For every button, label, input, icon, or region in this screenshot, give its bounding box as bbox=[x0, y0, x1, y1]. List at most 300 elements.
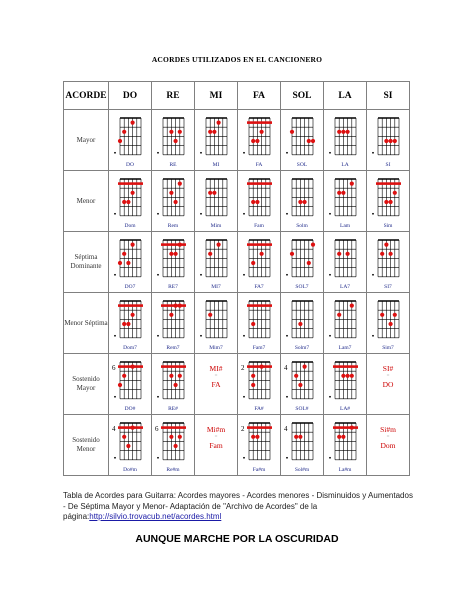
finger-dot bbox=[169, 130, 173, 134]
string-marker-dot bbox=[157, 457, 159, 459]
chord-diagram bbox=[109, 171, 151, 231]
string-marker-dot bbox=[114, 457, 116, 459]
chord-row bbox=[64, 354, 410, 415]
chord-name: SOL# bbox=[295, 406, 309, 412]
finger-dot bbox=[294, 435, 298, 439]
finger-dot bbox=[341, 130, 345, 134]
chord-cell-re-sharpm bbox=[152, 415, 195, 476]
chord-cell-do-sharp bbox=[109, 354, 152, 415]
chord-diagram bbox=[324, 171, 366, 231]
chord-diagram bbox=[238, 171, 280, 231]
string-marker-dot bbox=[329, 274, 331, 276]
finger-dot bbox=[208, 313, 212, 317]
chord-diagram bbox=[281, 110, 323, 170]
string-marker-dot bbox=[286, 152, 288, 154]
fretboard-grid bbox=[292, 118, 313, 155]
chord-diagram bbox=[152, 171, 194, 231]
chord-cell-si7 bbox=[367, 232, 410, 293]
finger-dot bbox=[341, 374, 345, 378]
row-header-mayor: Mayor bbox=[64, 110, 109, 171]
equivalent-from: SI# bbox=[382, 364, 394, 373]
barre-bar bbox=[161, 243, 186, 246]
barre-bar bbox=[161, 426, 186, 429]
finger-dot bbox=[251, 200, 255, 204]
finger-dot bbox=[118, 383, 122, 387]
chord-cell-mi bbox=[195, 110, 238, 171]
chord-diagram bbox=[324, 354, 366, 414]
fretboard-grid bbox=[206, 118, 227, 155]
finger-dot bbox=[298, 383, 302, 387]
finger-dot bbox=[260, 130, 264, 134]
chord-name: Mim7 bbox=[209, 345, 223, 351]
column-header-sol: SOL bbox=[281, 82, 324, 110]
finger-dot bbox=[251, 435, 255, 439]
string-marker-dot bbox=[243, 457, 245, 459]
string-marker-dot bbox=[114, 396, 116, 398]
fretboard-grid bbox=[120, 240, 141, 277]
finger-dot bbox=[311, 243, 315, 247]
column-header-mi: MI bbox=[195, 82, 238, 110]
finger-dot bbox=[131, 365, 135, 369]
finger-dot bbox=[122, 130, 126, 134]
chord-name: SOL7 bbox=[295, 284, 309, 290]
chord-diagram bbox=[152, 293, 194, 353]
column-header-do: DO bbox=[109, 82, 152, 110]
chord-diagram bbox=[281, 354, 323, 414]
chord-diagram bbox=[195, 171, 237, 231]
chord-row bbox=[64, 171, 410, 232]
equivalent-to: FA bbox=[211, 380, 221, 389]
string-marker-dot bbox=[286, 335, 288, 337]
chord-diagram bbox=[238, 232, 280, 292]
finger-dot bbox=[178, 243, 182, 247]
finger-dot bbox=[174, 139, 178, 143]
fretboard-grid bbox=[292, 179, 313, 216]
chord-row bbox=[64, 415, 410, 476]
chord-name: Sim7 bbox=[382, 345, 394, 351]
finger-dot bbox=[126, 322, 130, 326]
finger-dot bbox=[208, 252, 212, 256]
finger-dot bbox=[350, 182, 354, 186]
chord-cell-re-sharp bbox=[152, 354, 195, 415]
finger-dot bbox=[260, 365, 264, 369]
finger-dot bbox=[389, 139, 393, 143]
chord-cell-re bbox=[152, 110, 195, 171]
chord-name: Fa#m bbox=[252, 467, 266, 473]
finger-dot bbox=[178, 374, 182, 378]
fretboard-grid bbox=[206, 179, 227, 216]
chord-table bbox=[63, 81, 410, 476]
chord-diagram bbox=[109, 110, 151, 170]
finger-dot bbox=[393, 139, 397, 143]
finger-dot bbox=[389, 200, 393, 204]
finger-dot bbox=[350, 304, 354, 308]
equivalent-from: Si#m bbox=[380, 425, 396, 434]
finger-dot bbox=[126, 200, 130, 204]
chord-diagram bbox=[281, 415, 323, 475]
chord-diagram bbox=[324, 110, 366, 170]
chord-diagram bbox=[152, 110, 194, 170]
chord-cell-do bbox=[109, 110, 152, 171]
chord-diagram bbox=[367, 232, 409, 292]
fretboard-grid bbox=[163, 118, 184, 155]
string-marker-dot bbox=[114, 274, 116, 276]
source-link[interactable]: http://silvio.trovacub.net/acordes.html bbox=[89, 512, 222, 521]
finger-dot bbox=[350, 426, 354, 430]
string-marker-dot bbox=[243, 335, 245, 337]
finger-dot bbox=[384, 139, 388, 143]
chord-name: Lam bbox=[339, 223, 351, 229]
string-marker-dot bbox=[286, 213, 288, 215]
row-header-menor-septima: Menor Séptima bbox=[64, 293, 109, 354]
header-row bbox=[64, 82, 410, 110]
chord-name: LA bbox=[341, 162, 349, 168]
finger-dot bbox=[260, 252, 264, 256]
equivalent-chord-note bbox=[367, 415, 410, 476]
chord-name: Rem bbox=[167, 223, 179, 229]
string-marker-dot bbox=[329, 457, 331, 459]
chord-cell-re7 bbox=[152, 232, 195, 293]
finger-dot bbox=[311, 139, 315, 143]
finger-dot bbox=[131, 313, 135, 317]
fret-number: 6 bbox=[112, 363, 116, 372]
finger-dot bbox=[126, 444, 130, 448]
chord-name: Solm7 bbox=[294, 345, 310, 351]
finger-dot bbox=[131, 191, 135, 195]
finger-dot bbox=[255, 200, 259, 204]
chord-diagram bbox=[152, 415, 194, 475]
chord-table-body bbox=[64, 110, 410, 476]
finger-dot bbox=[298, 322, 302, 326]
string-marker-dot bbox=[329, 152, 331, 154]
chord-name: Sol#m bbox=[294, 467, 310, 473]
page-title: ACORDES UTILIZADOS EN EL CANCIONERO bbox=[151, 55, 323, 64]
string-marker-dot bbox=[243, 396, 245, 398]
barre-bar bbox=[376, 182, 401, 185]
chord-name: MI7 bbox=[211, 284, 221, 290]
string-marker-dot bbox=[372, 274, 374, 276]
finger-dot bbox=[393, 313, 397, 317]
chord-diagram bbox=[324, 293, 366, 353]
chord-diagram bbox=[281, 232, 323, 292]
finger-dot bbox=[251, 322, 255, 326]
fretboard-grid bbox=[335, 118, 356, 155]
chord-diagram bbox=[238, 354, 280, 414]
finger-dot bbox=[303, 365, 307, 369]
chord-cell-mi7 bbox=[195, 232, 238, 293]
finger-dot bbox=[208, 191, 212, 195]
chord-diagram bbox=[367, 293, 409, 353]
barre-bar bbox=[333, 365, 358, 368]
chord-cell-fa bbox=[238, 110, 281, 171]
equals-sign: = bbox=[214, 435, 218, 440]
string-marker-dot bbox=[200, 213, 202, 215]
finger-dot bbox=[298, 200, 302, 204]
chord-cell-sol7 bbox=[281, 232, 324, 293]
fret-number: 4 bbox=[284, 363, 288, 372]
chord-cell-rem bbox=[152, 171, 195, 232]
chord-cell-fam7 bbox=[238, 293, 281, 354]
string-marker-dot bbox=[200, 152, 202, 154]
fretboard-grid bbox=[292, 423, 313, 460]
chord-diagram bbox=[109, 415, 151, 475]
chord-cell-do7 bbox=[109, 232, 152, 293]
chord-name: Solm bbox=[296, 223, 308, 229]
finger-dot bbox=[389, 322, 393, 326]
string-marker-dot bbox=[286, 457, 288, 459]
equivalent-chord-note bbox=[367, 354, 410, 415]
string-marker-dot bbox=[114, 152, 116, 154]
finger-dot bbox=[307, 261, 311, 265]
barre-bar bbox=[118, 182, 143, 185]
chord-diagram bbox=[109, 232, 151, 292]
chord-cell-la bbox=[324, 110, 367, 171]
chord-cell-sol bbox=[281, 110, 324, 171]
fretboard-grid bbox=[206, 301, 227, 338]
caption-text: Tabla de Acordes para Guitarra: Acordes mayores - Acordes menores - Disminuidos y Aumentados - De Séptima Mayor y Menor- Adaptación de "Archivo de Acordes" de la página: bbox=[63, 491, 413, 521]
finger-dot bbox=[346, 252, 350, 256]
fretboard-grid bbox=[292, 240, 313, 277]
chord-diagram bbox=[281, 293, 323, 353]
equivalent-to: Dom bbox=[380, 441, 396, 450]
equivalent-note bbox=[367, 364, 409, 390]
chord-cell-mim7 bbox=[195, 293, 238, 354]
finger-dot bbox=[384, 200, 388, 204]
finger-dot bbox=[303, 200, 307, 204]
finger-dot bbox=[255, 139, 259, 143]
chord-name: RE bbox=[169, 162, 177, 168]
finger-dot bbox=[178, 435, 182, 439]
equivalent-note bbox=[367, 425, 409, 451]
finger-dot bbox=[118, 261, 122, 265]
string-marker-dot bbox=[157, 152, 159, 154]
finger-dot bbox=[178, 304, 182, 308]
equivalent-from: Mi#m bbox=[206, 425, 226, 434]
string-marker-dot bbox=[286, 274, 288, 276]
equals-sign: = bbox=[214, 374, 218, 379]
finger-dot bbox=[122, 374, 126, 378]
equivalent-to: Fam bbox=[209, 441, 223, 450]
chord-name: RE# bbox=[168, 406, 178, 412]
finger-dot bbox=[174, 252, 178, 256]
chord-diagram bbox=[152, 354, 194, 414]
finger-dot bbox=[178, 130, 182, 134]
chord-name: DO bbox=[126, 162, 134, 168]
fretboard-grid bbox=[335, 240, 356, 277]
finger-dot bbox=[290, 252, 294, 256]
string-marker-dot bbox=[286, 396, 288, 398]
finger-dot bbox=[346, 130, 350, 134]
chord-cell-sol-sharp bbox=[281, 354, 324, 415]
chord-diagram bbox=[152, 232, 194, 292]
finger-dot bbox=[337, 191, 341, 195]
chord-name: Fam bbox=[254, 223, 264, 229]
finger-dot bbox=[212, 130, 216, 134]
finger-dot bbox=[131, 426, 135, 430]
barre-bar bbox=[333, 426, 358, 429]
finger-dot bbox=[212, 191, 216, 195]
chord-cell-solm bbox=[281, 171, 324, 232]
chord-diagram bbox=[367, 171, 409, 231]
row-header-menor: Menor bbox=[64, 171, 109, 232]
fretboard-grid bbox=[378, 240, 399, 277]
fretboard-grid bbox=[292, 362, 313, 399]
chord-cell-si bbox=[367, 110, 410, 171]
chord-diagram bbox=[324, 415, 366, 475]
string-marker-dot bbox=[157, 213, 159, 215]
string-marker-dot bbox=[200, 335, 202, 337]
chord-cell-lam bbox=[324, 171, 367, 232]
barre-bar bbox=[118, 304, 143, 307]
finger-dot bbox=[169, 191, 173, 195]
fret-number: 6 bbox=[155, 424, 159, 433]
chord-diagram bbox=[238, 415, 280, 475]
finger-dot bbox=[337, 130, 341, 134]
chord-name: Dom7 bbox=[123, 345, 137, 351]
chord-name: Sim bbox=[383, 223, 393, 229]
chord-cell-fa-sharp bbox=[238, 354, 281, 415]
finger-dot bbox=[290, 130, 294, 134]
chord-name: RE7 bbox=[168, 284, 178, 290]
finger-dot bbox=[384, 243, 388, 247]
barre-bar bbox=[247, 426, 272, 429]
chord-cell-dom7 bbox=[109, 293, 152, 354]
chord-name: Re#m bbox=[166, 467, 180, 473]
chord-cell-la-sharpm bbox=[324, 415, 367, 476]
finger-dot bbox=[346, 374, 350, 378]
chord-name: La#m bbox=[338, 467, 352, 473]
chord-cell-mim bbox=[195, 171, 238, 232]
barre-bar bbox=[247, 121, 272, 124]
chord-cell-sim bbox=[367, 171, 410, 232]
chord-diagram bbox=[324, 232, 366, 292]
column-header-si: SI bbox=[367, 82, 410, 110]
string-marker-dot bbox=[329, 335, 331, 337]
chord-diagram bbox=[109, 293, 151, 353]
column-header-fa: FA bbox=[238, 82, 281, 110]
equals-sign: = bbox=[386, 435, 390, 440]
string-marker-dot bbox=[157, 274, 159, 276]
finger-dot bbox=[251, 374, 255, 378]
chord-name: SOL bbox=[296, 162, 308, 168]
chord-name: MI bbox=[212, 162, 220, 168]
equals-sign: = bbox=[386, 374, 390, 379]
finger-dot bbox=[217, 243, 221, 247]
column-header-la: LA bbox=[324, 82, 367, 110]
chord-diagram bbox=[238, 293, 280, 353]
chord-name: FA# bbox=[254, 406, 264, 412]
string-marker-dot bbox=[372, 152, 374, 154]
finger-dot bbox=[169, 252, 173, 256]
finger-dot bbox=[131, 121, 135, 125]
equivalent-note bbox=[195, 425, 237, 451]
fret-number: 2 bbox=[241, 363, 245, 372]
chord-name: Fam7 bbox=[252, 345, 266, 351]
equivalent-chord-note bbox=[195, 354, 238, 415]
string-marker-dot bbox=[114, 335, 116, 337]
finger-dot bbox=[337, 313, 341, 317]
equivalent-chord-note bbox=[195, 415, 238, 476]
chord-diagram bbox=[195, 293, 237, 353]
chord-diagram bbox=[238, 110, 280, 170]
song-title: AUNQUE MARCHE POR LA OSCURIDAD bbox=[135, 533, 339, 545]
chord-row bbox=[64, 110, 410, 171]
finger-dot bbox=[294, 374, 298, 378]
finger-dot bbox=[122, 322, 126, 326]
finger-dot bbox=[251, 261, 255, 265]
chord-diagram bbox=[109, 354, 151, 414]
finger-dot bbox=[122, 252, 126, 256]
finger-dot bbox=[178, 182, 182, 186]
string-marker-dot bbox=[372, 213, 374, 215]
barre-bar bbox=[247, 304, 272, 307]
chord-name: Lam7 bbox=[338, 345, 352, 351]
chord-diagram bbox=[195, 110, 237, 170]
column-header-re: RE bbox=[152, 82, 195, 110]
string-marker-dot bbox=[372, 335, 374, 337]
barre-bar bbox=[247, 365, 272, 368]
chord-name: Rem7 bbox=[166, 345, 180, 351]
string-marker-dot bbox=[243, 213, 245, 215]
chord-name: FA7 bbox=[254, 284, 264, 290]
chord-name: LA7 bbox=[339, 284, 351, 290]
finger-dot bbox=[217, 121, 221, 125]
string-marker-dot bbox=[243, 274, 245, 276]
finger-dot bbox=[380, 252, 384, 256]
finger-dot bbox=[131, 243, 135, 247]
finger-dot bbox=[208, 130, 212, 134]
finger-dot bbox=[126, 261, 130, 265]
barre-bar bbox=[118, 365, 143, 368]
finger-dot bbox=[122, 200, 126, 204]
chord-cell-dom bbox=[109, 171, 152, 232]
chord-cell-fa-sharpm bbox=[238, 415, 281, 476]
row-header-sostenido-menor: Sostenido Menor bbox=[64, 415, 109, 476]
finger-dot bbox=[122, 435, 126, 439]
finger-dot bbox=[337, 435, 341, 439]
finger-dot bbox=[255, 435, 259, 439]
chord-name: LA# bbox=[339, 406, 351, 412]
row-header-septima-dominante: Séptima Dominante bbox=[64, 232, 109, 293]
finger-dot bbox=[298, 435, 302, 439]
row-header-sostenido-mayor: Sostenido Mayor bbox=[64, 354, 109, 415]
barre-bar bbox=[247, 243, 272, 246]
finger-dot bbox=[350, 374, 354, 378]
finger-dot bbox=[251, 383, 255, 387]
chord-name: Mim bbox=[210, 223, 222, 229]
string-marker-dot bbox=[157, 396, 159, 398]
chord-name: SI7 bbox=[384, 284, 392, 290]
finger-dot bbox=[174, 200, 178, 204]
finger-dot bbox=[251, 139, 255, 143]
equivalent-from: MI# bbox=[209, 364, 223, 373]
string-marker-dot bbox=[200, 274, 202, 276]
chord-cell-do-sharpm bbox=[109, 415, 152, 476]
chord-diagram bbox=[367, 110, 409, 170]
barre-bar bbox=[247, 182, 272, 185]
caption bbox=[63, 491, 415, 523]
chord-name: SI bbox=[385, 162, 391, 168]
finger-dot bbox=[174, 383, 178, 387]
string-marker-dot bbox=[329, 213, 331, 215]
chord-name: DO7 bbox=[124, 284, 136, 290]
finger-dot bbox=[118, 139, 122, 143]
fretboard-grid bbox=[120, 118, 141, 155]
chord-cell-fa7 bbox=[238, 232, 281, 293]
barre-bar bbox=[161, 304, 186, 307]
chord-row bbox=[64, 293, 410, 354]
barre-bar bbox=[161, 365, 186, 368]
